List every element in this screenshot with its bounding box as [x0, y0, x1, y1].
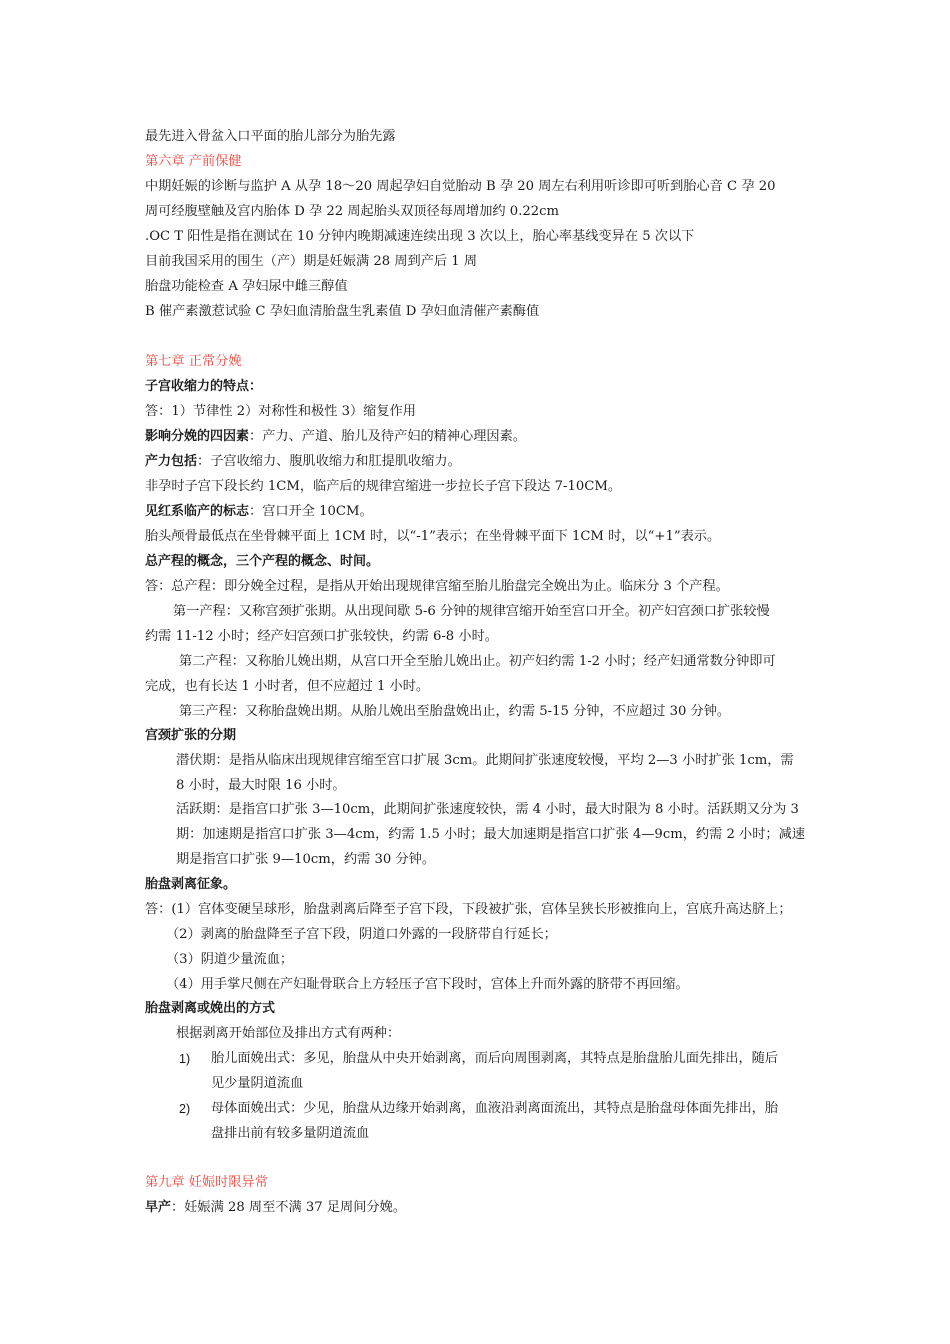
- text-line: [145, 453, 461, 471]
- term-definition: ：宫口开全 10CM。: [249, 504, 373, 519]
- term-definition: ：子宫收缩力、腹肌收缩力和肛提肌收缩力。: [197, 454, 461, 469]
- list-item-text: 见少量阴道流血: [211, 1076, 304, 1091]
- text-line: 第一产程：又称宫颈扩张期。从出现间歇 5-6 分钟的规律宫缩开始至宫口开全。初产妇宫颈口扩张较慢: [173, 604, 770, 619]
- text-line: 答：(1）宫体变硬呈球形，胎盘剥离后降至子宫下段，下段被扩张，宫体呈狭长形被推向上，宫底升高达脐上；: [145, 902, 792, 917]
- text-line: 8 小时，最大时限 16 小时。: [176, 778, 346, 793]
- list-item-text: 胎儿面娩出式：多见，胎盘从中央开始剥离，而后向周围剥离，其特点是胎盘胎儿面先排出，随后: [211, 1051, 779, 1066]
- text-line: 答：1）节律性 2）对称性和极性 3）缩复作用: [145, 404, 416, 419]
- chapter-heading: 第七章 正常分娩: [145, 354, 242, 369]
- text-line: 潜伏期：是指从临床出现规律宫缩至宫口扩展 3cm。此期间扩张速度较慢，平均 2—3 小时扩张 1cm，需: [176, 753, 794, 768]
- term-definition: ：产力、产道、胎儿及待产妇的精神心理因素。: [249, 429, 526, 444]
- section-heading: 胎盘剥离或娩出的方式: [145, 1001, 276, 1016]
- text-line: 胎头颅骨最低点在坐骨棘平面上 1CM 时，以“-1”表示；在坐骨棘平面下 1CM 时，以“+1”表示。: [145, 529, 721, 544]
- text-line: 第二产程：又称胎儿娩出期，从宫口开全至胎儿娩出止。初产妇约需 1-2 小时；经产妇通常数分钟即可: [179, 654, 776, 669]
- text-line: 中期妊娠的诊断与监护 A 从孕 18～20 周起孕妇自觉胎动 B 孕 20 周左右利用听诊即可听到胎心音 C 孕 20: [145, 179, 776, 194]
- section-heading: 宫颈扩张的分期: [145, 728, 237, 743]
- term-label: 产力包括: [145, 454, 198, 469]
- section-heading: 胎盘剥离征象。: [145, 877, 237, 892]
- text-line: 第三产程：又称胎盘娩出期。从胎儿娩出至胎盘娩出止，约需 5-15 分钟，不应超过 30 分钟。: [179, 704, 731, 719]
- section-heading: 总产程的概念，三个产程的概念、时间。: [145, 554, 380, 569]
- text-line: 答：总产程：即分娩全过程，是指从开始出现规律宫缩至胎儿胎盘完全娩出为止。临床分 3 个产程。: [145, 579, 729, 594]
- text-line: 活跃期：是指宫口扩张 3—10cm，此期间扩张速度较快，需 4 小时，最大时限为 8 小时。活跃期又分为 3: [176, 802, 799, 817]
- text-line: 目前我国采用的围生（产）期是妊娠满 28 周到产后 1 周: [145, 254, 478, 269]
- text-line: 周可经腹壁触及宫内胎体 D 孕 22 周起胎头双顶径每周增加约 0.22cm: [145, 204, 560, 219]
- text-line: .OC T 阳性是指在测试在 10 分钟内晚期减速连续出现 3 次以上，胎心率基线变异在 5 次以下: [145, 229, 695, 244]
- chapter-heading: 第六章 产前保健: [145, 154, 242, 169]
- list-number: 1): [179, 1052, 191, 1066]
- term-label: 见红系临产的标志: [145, 504, 250, 519]
- text-line: B 催产素激惹试验 C 孕妇血清胎盘生乳素值 D 孕妇血清催产素酶值: [145, 304, 540, 319]
- section-heading: 子宫收缩力的特点：: [145, 379, 263, 394]
- text-line: 胎盘功能检查 A 孕妇尿中雌三醇值: [145, 279, 348, 294]
- list-item-text: 盘排出前有较多量阴道流血: [211, 1126, 370, 1141]
- text-line: （2）剥离的胎盘降至子宫下段，阴道口外露的一段脐带自行延长；: [166, 927, 557, 942]
- chapter-heading: 第九章 妊娠时限异常: [145, 1175, 268, 1190]
- text-line: （3）阴道少量流血；: [166, 952, 294, 967]
- term-label: 早产: [145, 1200, 172, 1215]
- term-definition: ：妊娠满 28 周至不满 37 足周间分娩。: [171, 1200, 406, 1215]
- text-line: 根据剥离开始部位及排出方式有两种：: [176, 1026, 401, 1041]
- term-label: 影响分娩的四因素: [145, 429, 250, 444]
- text-line: 最先进入骨盆入口平面的胎儿部分为胎先露: [145, 129, 396, 144]
- text-line: [145, 428, 526, 446]
- text-line: [145, 1199, 406, 1217]
- text-line: [145, 503, 373, 521]
- text-line: 非孕时子宫下段长约 1CM，临产后的规律宫缩进一步拉长子宫下段达 7-10CM。: [145, 479, 622, 494]
- list-number: 2): [179, 1102, 191, 1116]
- text-line: 期是指宫口扩张 9—10cm，约需 30 分钟。: [176, 852, 436, 867]
- text-line: 完成，也有长达 1 小时者，但不应超过 1 小时。: [145, 679, 430, 694]
- text-line: 期：加速期是指宫口扩张 3—4cm，约需 1.5 小时；最大加速期是指宫口扩张 4—9cm，约需 2 小时；减速: [176, 827, 805, 842]
- text-line: （4）用手掌尺侧在产妇耻骨联合上方轻压子宫下段时，宫体上升而外露的脐带不再回缩。: [166, 977, 689, 992]
- list-item-text: 母体面娩出式：少见，胎盘从边缘开始剥离，血液沿剥离面流出，其特点是胎盘母体面先排出，胎: [211, 1101, 779, 1116]
- text-line: 约需 11-12 小时；经产妇宫颈口扩张较快，约需 6-8 小时。: [145, 629, 498, 644]
